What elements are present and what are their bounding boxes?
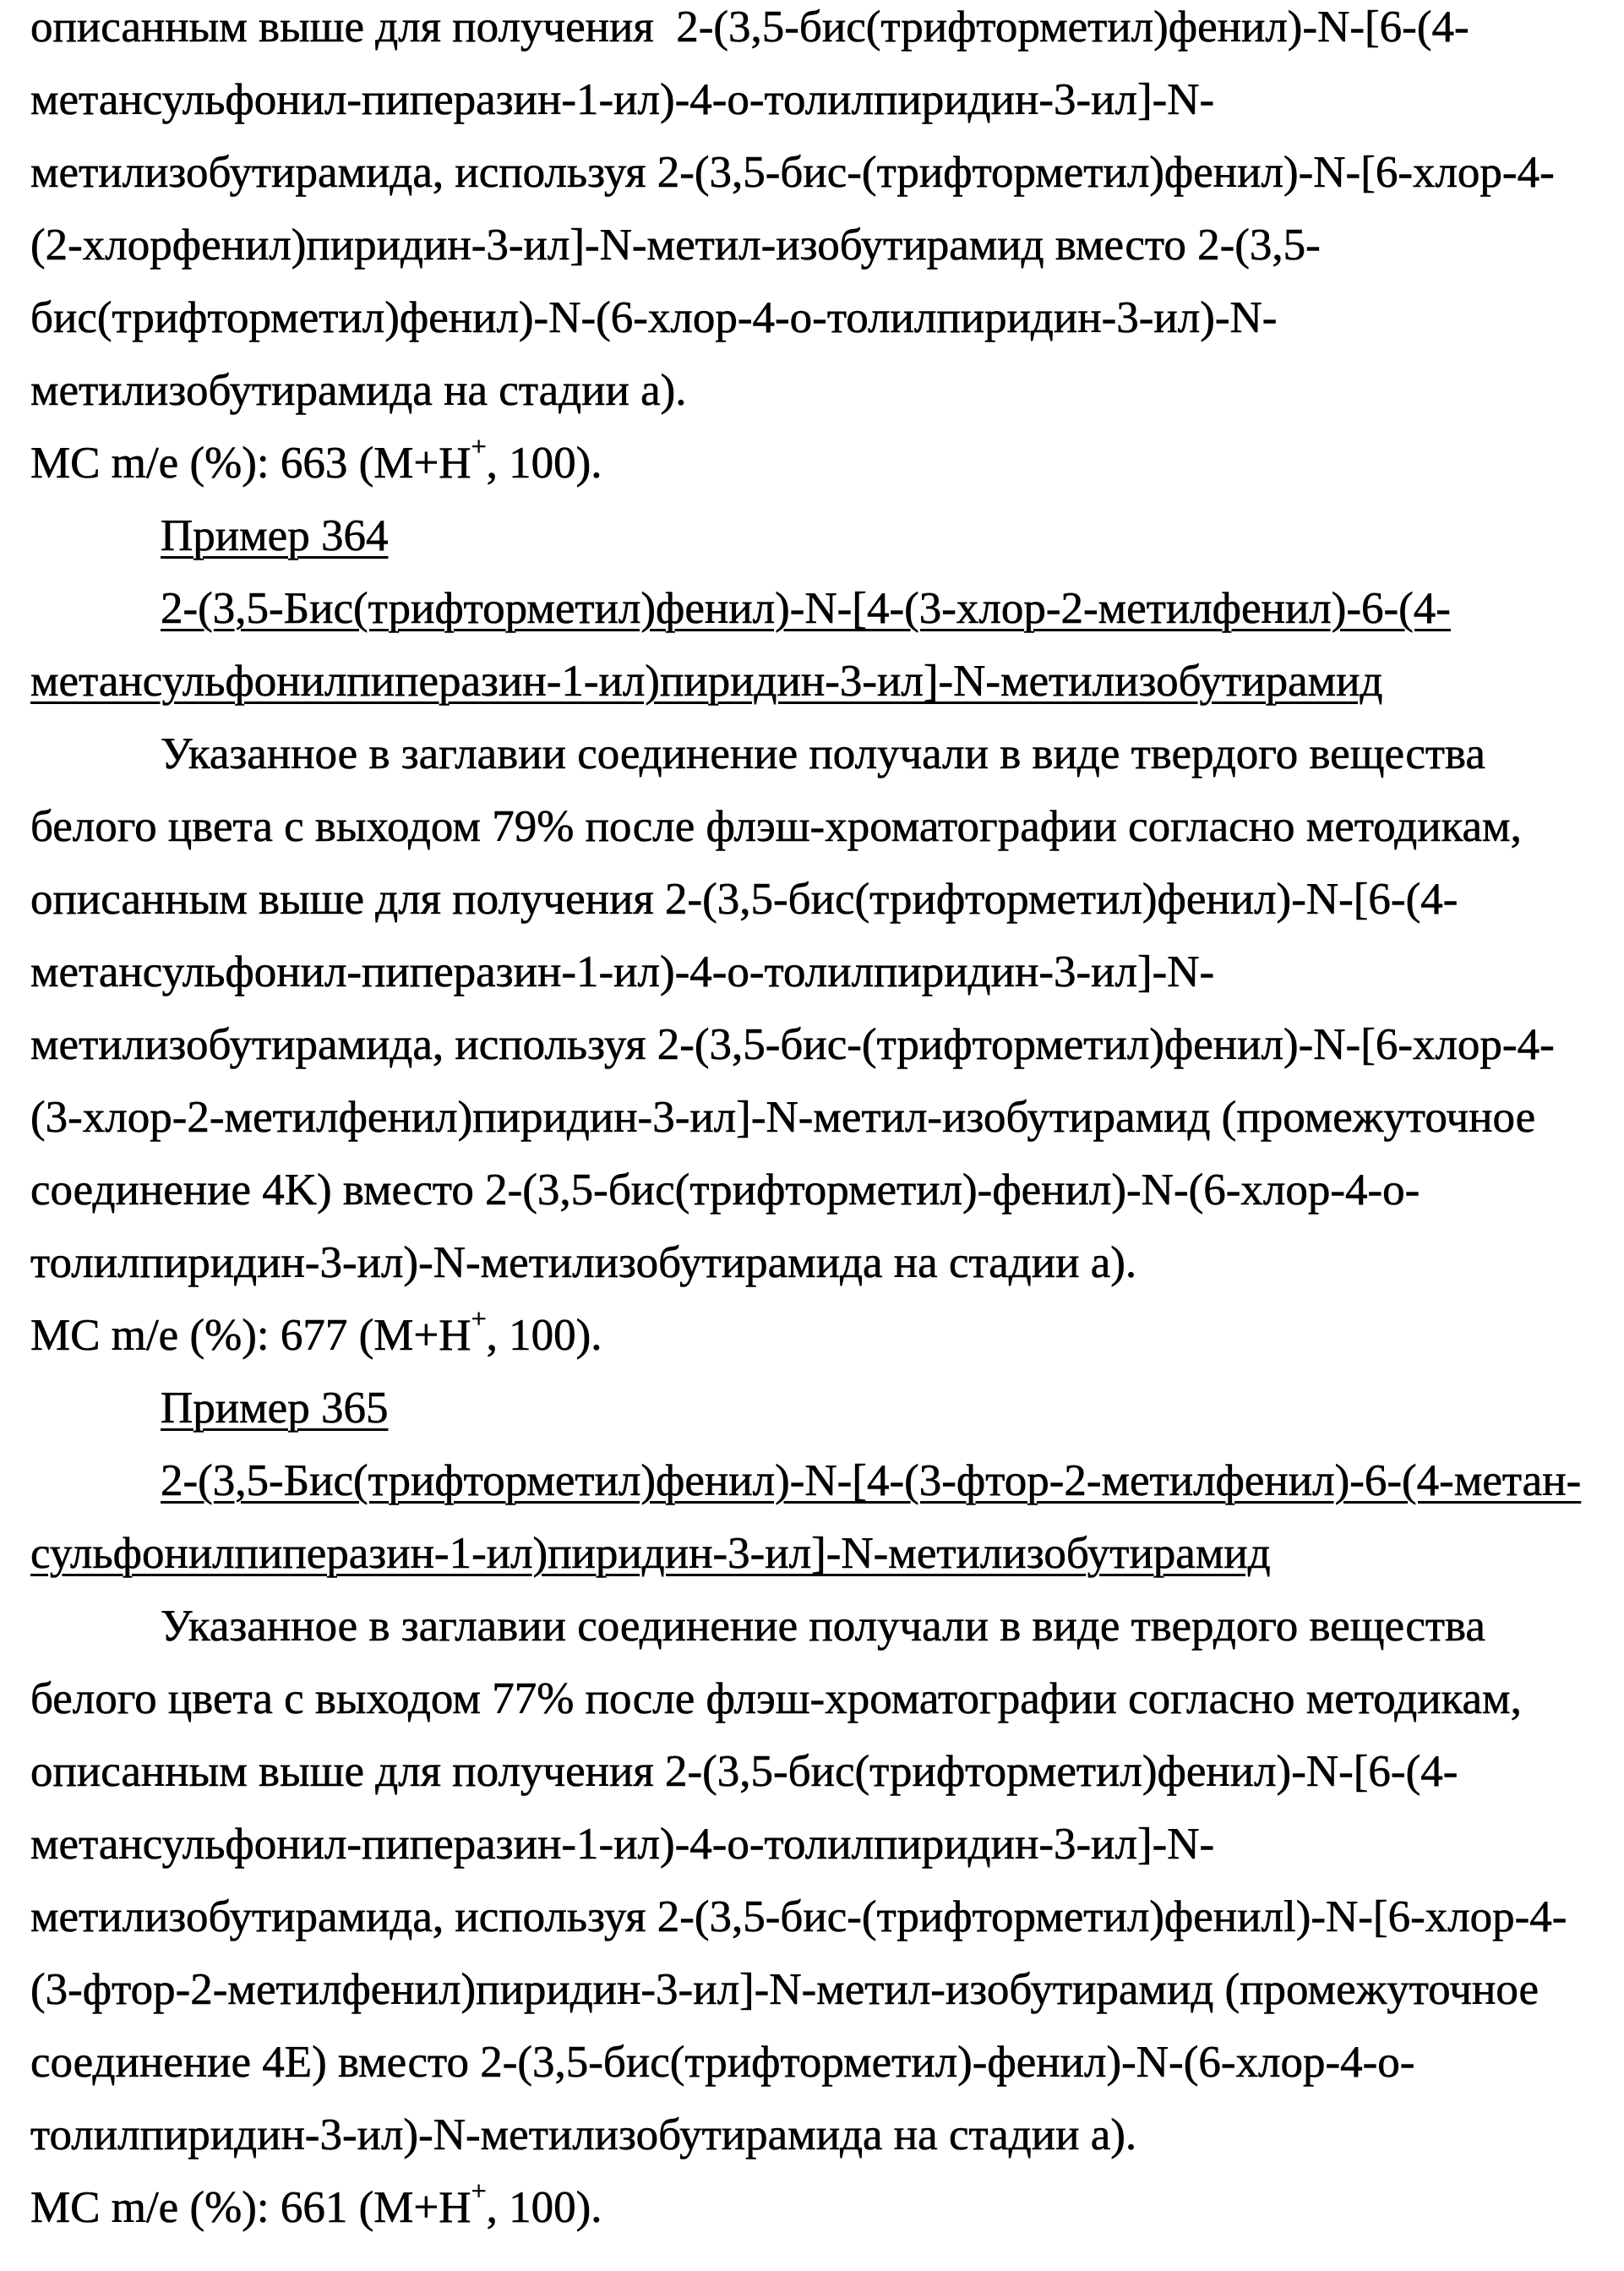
compound-title-text: метансульфонилпиперазин-1-ил)пиридин-3-ил]-N-метилизобутирамид: [30, 657, 1383, 706]
body-line: Указанное в заглавии соединение получали в виде твердого вещества: [161, 729, 1485, 778]
body-line: (3-хлор-2-метилфенил)пиридин-3-ил]-N-метил-изобутирамид (промежуточное: [30, 1093, 1536, 1142]
patent-page: [30, 0, 1602, 2244]
mass-spec-text: MC m/e (%): 663 (M+H: [30, 439, 471, 488]
superscript-plus: +: [471, 1303, 487, 1334]
body-line: метансульфонил-пиперазин-1-ил)-4-о-толилпиридин-3-ил]-N-: [30, 947, 1215, 996]
mass-spec-line: [30, 2171, 1602, 2244]
body-line: белого цвета с выходом 77% после флэш-хроматографии согласно методикам,: [30, 1674, 1522, 1723]
text-line: метилизобутирамида, используя 2-(3,5-бис-(трифторметил)фенил)-N-[6-хлор-4-: [30, 148, 1555, 197]
body-line: соединение 4K) вместо 2-(3,5-бис(трифторметил)-фенил)-N-(6-хлор-4-о-: [30, 1166, 1420, 1215]
mass-spec-suffix: , 100).: [486, 439, 602, 488]
body-line: соединение 4E) вместо 2-(3,5-бис(трифторметил)-фенил)-N-(6-хлор-4-о-: [30, 2038, 1415, 2087]
body-line: толилпиридин-3-ил)-N-метилизобутирамида на стадии а).: [30, 2110, 1137, 2159]
body-line: метилизобутирамида, используя 2-(3,5-бис-(трифторметил)фенилl)-N-[6-хлор-4-: [30, 1892, 1567, 1941]
body-line: (3-фтор-2-метилфенил)пиридин-3-ил]-N-метил-изобутирамид (промежуточное: [30, 1965, 1539, 2014]
body-line: метансульфонил-пиперазин-1-ил)-4-о-толилпиридин-3-ил]-N-: [30, 1820, 1215, 1869]
mass-spec-line: [30, 427, 1602, 500]
example-364: [30, 500, 1602, 1372]
compound-title-line: [30, 645, 1602, 718]
mass-spec-suffix: , 100).: [486, 2183, 602, 2232]
compound-title-text: 2-(3,5-Бис(трифторметил)фенил)-N-[4-(3-хлор-2-метилфенил)-6-(4-: [161, 584, 1451, 633]
example-label: Пример 364: [161, 511, 389, 560]
mass-spec-line: [30, 1299, 1602, 1372]
text-line: бис(трифторметил)фенил)-N-(6-хлор-4-о-толилпиридин-3-ил)-N-: [30, 293, 1278, 342]
intro-paragraph: [30, 0, 1602, 500]
superscript-plus: +: [471, 2175, 487, 2206]
text-line: метилизобутирамида на стадии а).: [30, 366, 687, 415]
compound-title-text: 2-(3,5-Бис(трифторметил)фенил)-N-[4-(3-фтор-2-метилфенил)-6-(4-метан-: [161, 1456, 1582, 1505]
example-365: [30, 1372, 1602, 2244]
body-line: метилизобутирамида, используя 2-(3,5-бис-(трифторметил)фенил)-N-[6-хлор-4-: [30, 1020, 1555, 1069]
superscript-plus: +: [471, 431, 487, 461]
text-line: (2-хлорфенил)пиридин-3-ил]-N-метил-изобутирамид вместо 2-(3,5-: [30, 221, 1321, 270]
body-line: описанным выше для получения 2-(3,5-бис(трифторметил)фенил)-N-[6-(4-: [30, 875, 1458, 924]
text-line: метансульфонил-пиперазин-1-ил)-4-о-толилпиридин-3-ил]-N-: [30, 75, 1215, 124]
example-heading: [30, 500, 1602, 572]
body-line: описанным выше для получения 2-(3,5-бис(трифторметил)фенил)-N-[6-(4-: [30, 1747, 1458, 1796]
mass-spec-suffix: , 100).: [486, 1311, 602, 1360]
compound-title-line: [30, 1517, 1602, 1590]
body-line: толилпиридин-3-ил)-N-метилизобутирамида на стадии а).: [30, 1238, 1137, 1287]
body-line: Указанное в заглавии соединение получали в виде твердого вещества: [161, 1602, 1485, 1651]
compound-title-text: сульфонилпиперазин-1-ил)пиридин-3-ил]-N-метилизобутирамид: [30, 1529, 1271, 1578]
compound-title-line: [30, 1444, 1602, 1517]
body-line: белого цвета с выходом 79% после флэш-хроматографии согласно методикам,: [30, 802, 1522, 851]
example-heading: [30, 1372, 1602, 1444]
mass-spec-text: MC m/e (%): 661 (M+H: [30, 2183, 471, 2232]
text-line: описанным выше для получения 2-(3,5-бис(трифторметил)фенил)-N-[6-(4-: [30, 3, 1469, 52]
mass-spec-text: MC m/e (%): 677 (M+H: [30, 1311, 471, 1360]
example-label: Пример 365: [161, 1384, 389, 1433]
compound-title-line: [30, 572, 1602, 645]
